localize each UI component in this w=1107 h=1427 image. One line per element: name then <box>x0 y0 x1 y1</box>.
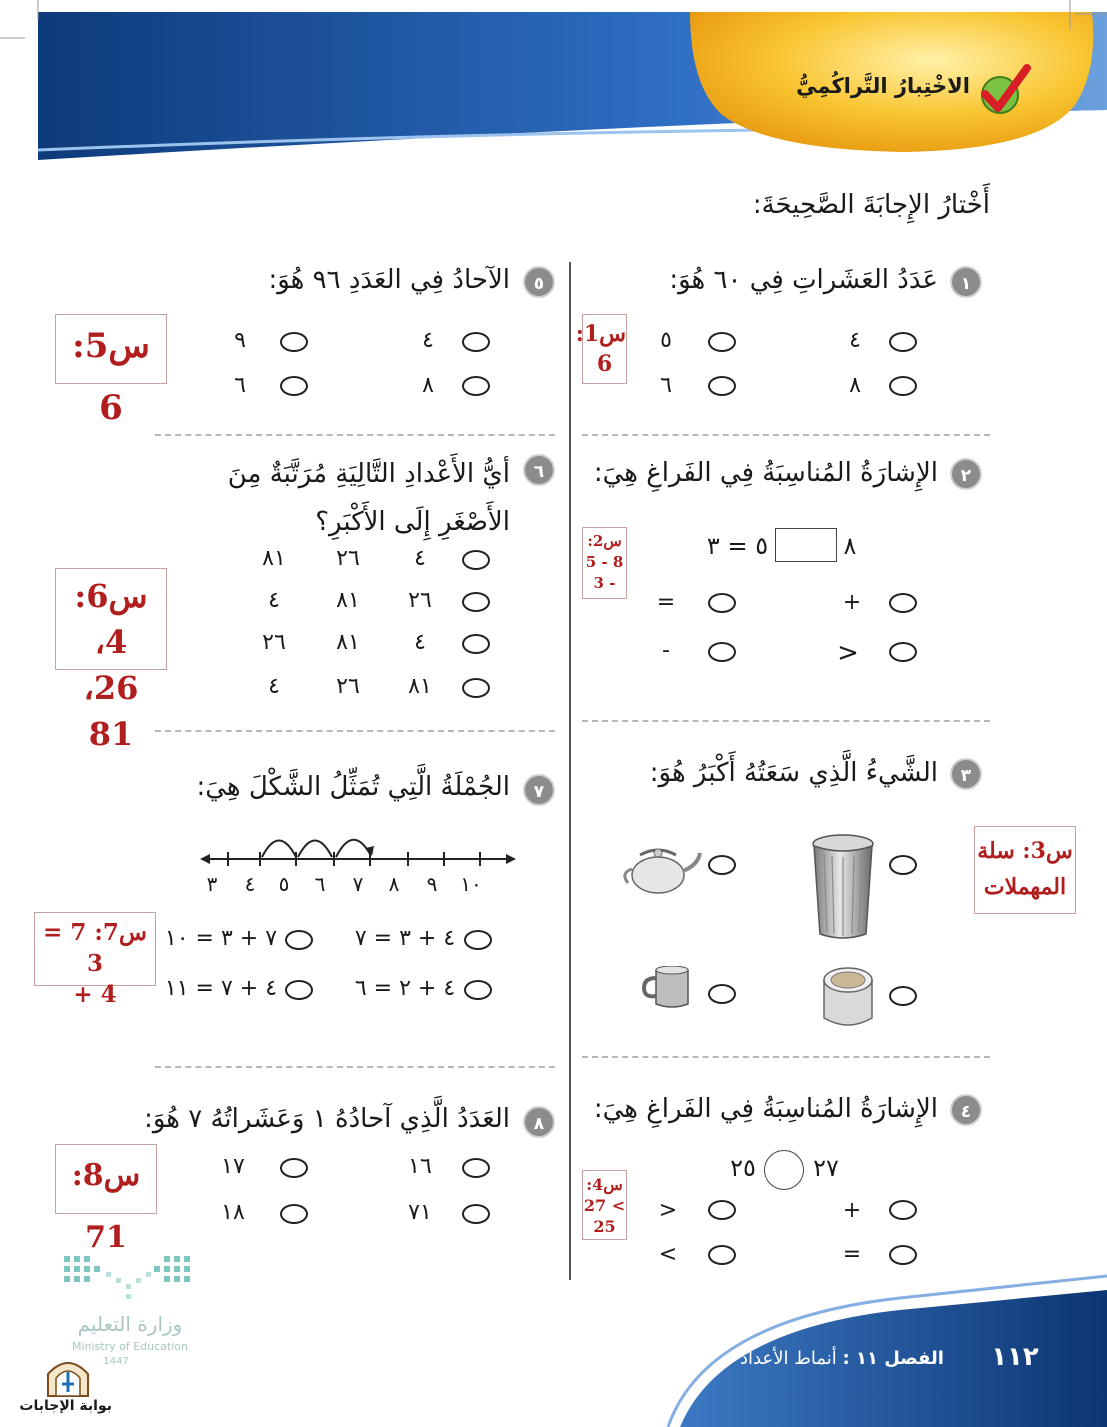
option-radio[interactable] <box>889 1200 917 1220</box>
question-text: الشَّيءُ الَّذِي سَعَتُهُ أَكْبَرُ هُوَ: <box>649 758 938 788</box>
option-radio[interactable] <box>285 930 313 950</box>
option-label: ١٦ <box>408 1154 432 1179</box>
answer-line: س8: 71 <box>71 1158 141 1255</box>
option-label: ٧ + ٣ = ١٠ <box>164 926 278 951</box>
number-line <box>198 828 518 866</box>
chapter-title: أنماط الأعداد <box>740 1348 837 1369</box>
question-text: عَدَدُ العَشَراتِ فِي ٦٠ هُوَ: <box>669 265 938 295</box>
number-line-label: ٩ <box>426 872 438 896</box>
equation-right: ٥ = ٣ <box>706 532 769 560</box>
option-radio[interactable] <box>889 376 917 396</box>
divider <box>155 730 555 732</box>
option-label: ٤ + ٢ = ٦ <box>354 976 456 1001</box>
option-label: ٩ <box>234 328 246 353</box>
option-label: ٨ <box>422 373 434 398</box>
number-line-label: ٧ <box>352 872 364 896</box>
option-label: ٦ <box>234 373 246 398</box>
answers-portal-name: بوابة الإجابات <box>19 1398 112 1414</box>
question-number: ٣ <box>950 758 982 790</box>
option-label: ١٧ <box>221 1154 245 1179</box>
option-radio[interactable] <box>708 642 736 662</box>
option-label: ٦ <box>660 373 672 398</box>
answer-line: 27 < <box>583 1196 626 1215</box>
number-line-label: ١٠ <box>460 872 482 896</box>
answer-box-q2 <box>582 527 627 599</box>
number-line-label: ٥ <box>278 872 290 896</box>
answer-line: المهملات <box>983 874 1067 900</box>
option-label: ٨١ <box>336 588 360 613</box>
option-radio[interactable] <box>464 980 492 1000</box>
option-label: ٤ + ٣ = ٧ <box>354 926 456 951</box>
option-radio[interactable] <box>280 332 308 352</box>
option-label: ٢٦ <box>336 674 360 699</box>
option-label: ٨١ <box>262 546 286 571</box>
ministry-year: 1447 <box>103 1356 129 1367</box>
option-radio[interactable] <box>889 642 917 662</box>
column-divider <box>569 262 571 1280</box>
option-label: ٨١ <box>408 674 432 699</box>
divider <box>582 1056 990 1058</box>
option-radio[interactable] <box>462 634 490 654</box>
number-line-label: ٨ <box>388 872 400 896</box>
option-label: ٤ <box>268 674 280 699</box>
divider <box>155 1066 555 1068</box>
question-text: الجُمْلَةُ الَّتِي تُمَثِّلُ الشَّكْلَ هِيَ: <box>196 772 510 802</box>
option-label: ٤ <box>414 630 426 655</box>
option-radio[interactable] <box>889 332 917 352</box>
chapter-label <box>740 1348 962 1369</box>
mug-image <box>640 966 696 1008</box>
instruction-text: أَخْتارُ الإِجابَةَ الصَّحِيحَةَ: <box>752 190 990 220</box>
option-label: ٢٦ <box>336 546 360 571</box>
option-label: ١٨ <box>221 1200 245 1225</box>
option-radio[interactable] <box>280 1158 308 1178</box>
paint-can-image <box>820 962 876 1032</box>
option-label: ٤ <box>414 546 426 571</box>
number-line-labels <box>206 872 502 900</box>
question-number: ٥ <box>523 266 555 298</box>
option-radio[interactable] <box>708 855 736 875</box>
option-label: ٢٦ <box>262 630 286 655</box>
chapter-number: الفصل ١١ : <box>842 1348 944 1369</box>
option-label: < <box>658 1242 678 1267</box>
option-label: ٢٦ <box>408 588 432 613</box>
number-line-label: ٤ <box>244 872 256 896</box>
answer-line: س4: <box>586 1175 623 1194</box>
option-label: - <box>662 638 670 663</box>
option-label: ٧١ <box>408 1200 432 1225</box>
question-text: الآحادُ فِي العَدَدِ ٩٦ هُوَ: <box>268 265 510 295</box>
divider <box>155 434 555 436</box>
option-label: > <box>837 638 859 668</box>
option-radio[interactable] <box>708 376 736 396</box>
option-label: = <box>842 1242 862 1267</box>
question-text: أيُّ الأَعْدادِ التَّالِيَةِ مُرَتَّبَةٌ مِنَ الأَصْغَرِ إِلَى الأَكْبَرِ؟ <box>227 459 510 537</box>
question-text: الإِشارَةُ المُناسِبَةُ فِي الفَراغِ هِيَ: <box>593 1094 938 1124</box>
ministry-name-ar: وزارة التعليم <box>77 1312 183 1336</box>
answer-line: س2: <box>587 532 622 550</box>
answer-box-q3 <box>974 826 1076 914</box>
answer-line: س7: 7 = 3 <box>43 919 147 977</box>
answer-line: + 4 <box>73 981 117 1008</box>
divider <box>582 434 990 436</box>
blank-box[interactable] <box>775 528 837 562</box>
divider <box>582 720 990 722</box>
option-radio[interactable] <box>464 930 492 950</box>
option-radio[interactable] <box>462 550 490 570</box>
option-radio[interactable] <box>280 376 308 396</box>
option-radio[interactable] <box>708 1200 736 1220</box>
answer-line: س3: سلة <box>977 838 1073 864</box>
option-radio[interactable] <box>889 986 917 1006</box>
answer-box-q7 <box>34 912 156 1008</box>
option-label: + <box>842 1198 862 1223</box>
equation-left: ٨ <box>843 532 857 560</box>
question-text: الإِشارَةُ المُناسِبَةُ فِي الفَراغِ هِيَ: <box>593 458 938 488</box>
answer-line: 25 <box>593 1217 616 1236</box>
option-radio[interactable] <box>462 592 490 612</box>
answer-line: 5 - 8 <box>585 553 624 571</box>
teapot-image <box>618 835 702 897</box>
option-label: ٤ <box>268 588 280 613</box>
option-radio[interactable] <box>462 1204 490 1224</box>
option-radio[interactable] <box>889 1245 917 1265</box>
question-text: العَدَدُ الَّذِي آحادُهُ ١ وَعَشَراتُهُ ٧ هُوَ: <box>144 1104 510 1134</box>
answer-box-q4 <box>582 1170 627 1240</box>
answer-line: 6 <box>596 351 613 377</box>
compare-left: ٢٧ <box>813 1154 839 1182</box>
answer-box-q6 <box>55 568 167 753</box>
compare-right: ٢٥ <box>730 1154 756 1182</box>
option-radio[interactable] <box>708 332 736 352</box>
question-number: ٤ <box>950 1094 982 1126</box>
question-number: ٢ <box>950 458 982 490</box>
option-label: ٤ <box>849 328 861 353</box>
answer-box-q1 <box>575 314 627 384</box>
trash-can-image <box>810 832 876 942</box>
option-label: > <box>658 1198 678 1223</box>
checkmark-icon <box>975 60 1035 120</box>
question-number: ١ <box>950 266 982 298</box>
option-radio[interactable] <box>462 1158 490 1178</box>
page-number: ١١٢ <box>991 1342 1039 1372</box>
option-label: ٨ <box>849 373 861 398</box>
answer-line: س1: <box>575 321 626 347</box>
option-label: = <box>656 590 676 615</box>
option-radio[interactable] <box>462 332 490 352</box>
option-radio[interactable] <box>708 984 736 1004</box>
question-number: ٦ <box>523 454 555 486</box>
option-radio[interactable] <box>285 980 313 1000</box>
option-radio[interactable] <box>708 593 736 613</box>
option-radio[interactable] <box>708 1245 736 1265</box>
option-label: + <box>842 590 862 615</box>
answer-line: 3 - <box>593 574 616 592</box>
answer-line: 26، 81 <box>83 669 139 753</box>
option-label: ٤ <box>422 328 434 353</box>
number-line-label: ٣ <box>206 872 218 896</box>
option-label: ٤ + ٧ = ١١ <box>164 976 278 1001</box>
ministry-name-en: Ministry of Education <box>71 1340 188 1353</box>
question-number: ٨ <box>523 1106 555 1138</box>
option-radio[interactable] <box>280 1204 308 1224</box>
answer-line: س6: 4، <box>74 577 148 661</box>
option-radio[interactable] <box>462 376 490 396</box>
answer-line: س5: 6 <box>72 326 150 428</box>
answer-box-q5 <box>55 314 167 428</box>
option-label: ٨١ <box>336 630 360 655</box>
number-line-label: ٦ <box>314 872 326 896</box>
option-radio[interactable] <box>462 678 490 698</box>
question-number: ٧ <box>523 774 555 806</box>
option-radio[interactable] <box>889 855 917 875</box>
answer-box-q8 <box>55 1144 157 1255</box>
option-radio[interactable] <box>889 593 917 613</box>
page-title: الاخْتِبارُ التَّراكُمِيُّ <box>796 74 970 98</box>
option-label: ٥ <box>660 328 672 353</box>
